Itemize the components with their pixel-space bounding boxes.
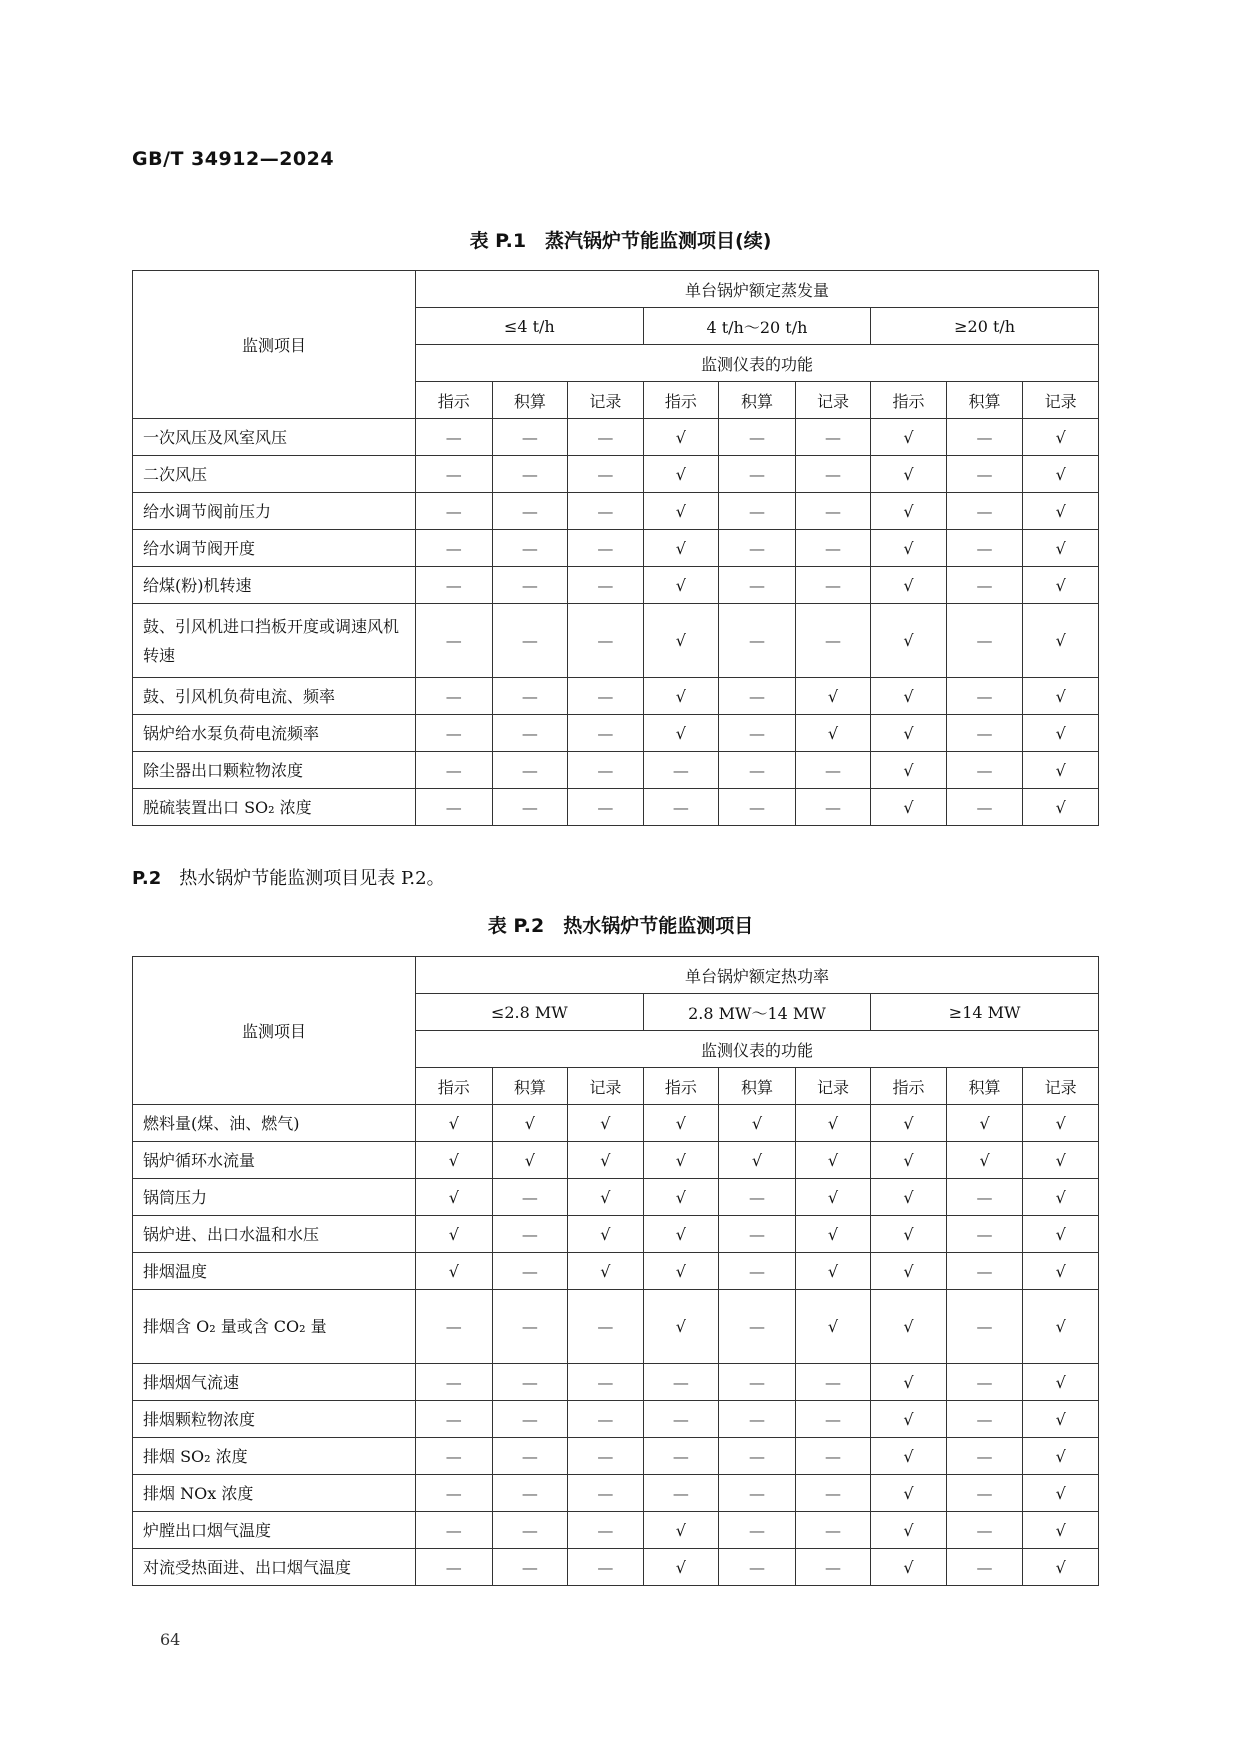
table-row (133, 1512, 1099, 1549)
dash-mark: — (568, 456, 644, 493)
range-header: ≥20 t/h (871, 308, 1099, 345)
check-mark: √ (871, 752, 947, 789)
item-label: 锅筒压力 (133, 1179, 416, 1216)
check-mark: √ (643, 419, 719, 456)
check-mark: √ (568, 1253, 644, 1290)
table-p1 (132, 270, 1099, 826)
table-p2-title: 表 P.2 热水锅炉节能监测项目 (487, 915, 754, 937)
check-mark: √ (643, 456, 719, 493)
dash-mark: — (719, 530, 796, 567)
table-row (133, 1549, 1099, 1586)
check-mark: √ (1023, 456, 1099, 493)
dash-mark: — (719, 752, 796, 789)
dash-mark: — (568, 567, 644, 604)
dash-mark: — (719, 1512, 796, 1549)
sub-header: 积算 (946, 1068, 1023, 1105)
check-mark: √ (568, 1142, 644, 1179)
dash-mark: — (946, 1512, 1023, 1549)
dash-mark: — (719, 1290, 796, 1364)
item-label: 给煤(粉)机转速 (133, 567, 416, 604)
check-mark: √ (1023, 493, 1099, 530)
sub-header: 记录 (795, 1068, 871, 1105)
dash-mark: — (946, 456, 1023, 493)
check-mark: √ (946, 1142, 1023, 1179)
check-mark: √ (1023, 530, 1099, 567)
dash-mark: — (492, 493, 568, 530)
check-mark: √ (1023, 1512, 1099, 1549)
table-row (133, 1475, 1099, 1512)
table-row (133, 456, 1099, 493)
sub-header: 指示 (871, 1068, 947, 1105)
group-header: 单台锅炉额定热功率 (416, 957, 1099, 994)
dash-mark: — (719, 1253, 796, 1290)
dash-mark: — (492, 1364, 568, 1401)
check-mark: √ (871, 1475, 947, 1512)
item-label: 锅炉进、出口水温和水压 (133, 1216, 416, 1253)
table-row (133, 752, 1099, 789)
dash-mark: — (795, 419, 871, 456)
dash-mark: — (416, 1512, 493, 1549)
table-row (133, 419, 1099, 456)
table-row (133, 1401, 1099, 1438)
check-mark: √ (643, 1216, 719, 1253)
check-mark: √ (416, 1253, 493, 1290)
check-mark: √ (871, 493, 947, 530)
check-mark: √ (643, 1105, 719, 1142)
item-label: 鼓、引风机负荷电流、频率 (133, 678, 416, 715)
check-mark: √ (871, 1105, 947, 1142)
dash-mark: — (946, 567, 1023, 604)
table-row (133, 493, 1099, 530)
sub-header: 记录 (795, 382, 871, 419)
item-label: 排烟颗粒物浓度 (133, 1401, 416, 1438)
check-mark: √ (795, 678, 871, 715)
dash-mark: — (416, 1364, 493, 1401)
range-header: ≥14 MW (871, 994, 1099, 1031)
item-label: 排烟 SO₂ 浓度 (133, 1438, 416, 1475)
item-label: 排烟 NOx 浓度 (133, 1475, 416, 1512)
check-mark: √ (795, 1253, 871, 1290)
dash-mark: — (568, 789, 644, 826)
dash-mark: — (416, 1475, 493, 1512)
dash-mark: — (795, 1549, 871, 1586)
dash-mark: — (719, 567, 796, 604)
dash-mark: — (568, 678, 644, 715)
dash-mark: — (946, 1549, 1023, 1586)
check-mark: √ (871, 1401, 947, 1438)
dash-mark: — (719, 1438, 796, 1475)
check-mark: √ (1023, 678, 1099, 715)
dash-mark: — (946, 752, 1023, 789)
sub-header: 记录 (568, 1068, 644, 1105)
table-row (133, 678, 1099, 715)
check-mark: √ (1023, 419, 1099, 456)
check-mark: √ (871, 530, 947, 567)
check-mark: √ (1023, 752, 1099, 789)
dash-mark: — (492, 1253, 568, 1290)
dash-mark: — (492, 1290, 568, 1364)
dash-mark: — (568, 1475, 644, 1512)
dash-mark: — (492, 752, 568, 789)
table-p1-title: 表 P.1 蒸汽锅炉节能监测项目(续) (469, 230, 772, 252)
dash-mark: — (719, 678, 796, 715)
dash-mark: — (719, 1364, 796, 1401)
dash-mark: — (492, 1179, 568, 1216)
dash-mark: — (568, 604, 644, 678)
dash-mark: — (568, 1364, 644, 1401)
dash-mark: — (795, 604, 871, 678)
item-label: 锅炉循环水流量 (133, 1142, 416, 1179)
dash-mark: — (416, 1401, 493, 1438)
dash-mark: — (492, 678, 568, 715)
check-mark: √ (1023, 715, 1099, 752)
item-label: 排烟烟气流速 (133, 1364, 416, 1401)
check-mark: √ (795, 1179, 871, 1216)
dash-mark: — (492, 1216, 568, 1253)
dash-mark: — (492, 604, 568, 678)
dash-mark: — (492, 1512, 568, 1549)
table-row (133, 1253, 1099, 1290)
check-mark: √ (795, 1105, 871, 1142)
dash-mark: — (795, 1364, 871, 1401)
dash-mark: — (568, 752, 644, 789)
check-mark: √ (1023, 1105, 1099, 1142)
dash-mark: — (643, 752, 719, 789)
check-mark: √ (568, 1179, 644, 1216)
dash-mark: — (416, 604, 493, 678)
dash-mark: — (719, 1549, 796, 1586)
item-label: 炉膛出口烟气温度 (133, 1512, 416, 1549)
dash-mark: — (946, 1179, 1023, 1216)
dash-mark: — (568, 1549, 644, 1586)
dash-mark: — (643, 1401, 719, 1438)
check-mark: √ (795, 1216, 871, 1253)
dash-mark: — (492, 419, 568, 456)
check-mark: √ (1023, 1290, 1099, 1364)
check-mark: √ (1023, 1216, 1099, 1253)
dash-mark: — (643, 789, 719, 826)
standard-code: GB/T 34912—2024 (132, 148, 335, 170)
dash-mark: — (416, 678, 493, 715)
dash-mark: — (416, 456, 493, 493)
table-row (133, 604, 1099, 678)
dash-mark: — (719, 1216, 796, 1253)
sub-header: 记录 (568, 382, 644, 419)
sub-header: 指示 (643, 382, 719, 419)
sub-header: 指示 (416, 1068, 493, 1105)
section-text: 热水锅炉节能监测项目见表 P.2。 (179, 868, 445, 889)
check-mark: √ (1023, 1364, 1099, 1401)
check-mark: √ (568, 1216, 644, 1253)
dash-mark: — (568, 1438, 644, 1475)
page-number: 64 (160, 1630, 181, 1649)
dash-mark: — (946, 1216, 1023, 1253)
dash-mark: — (416, 1438, 493, 1475)
check-mark: √ (871, 419, 947, 456)
dash-mark: — (492, 567, 568, 604)
range-header: 4 t/h～20 t/h (643, 308, 871, 345)
table-p2 (132, 956, 1099, 1586)
table-row (133, 567, 1099, 604)
dash-mark: — (795, 1438, 871, 1475)
sub-header: 指示 (871, 382, 947, 419)
dash-mark: — (795, 530, 871, 567)
dash-mark: — (946, 1438, 1023, 1475)
check-mark: √ (643, 530, 719, 567)
check-mark: √ (492, 1142, 568, 1179)
check-mark: √ (795, 1290, 871, 1364)
table-row (133, 789, 1099, 826)
check-mark: √ (871, 789, 947, 826)
range-header: 2.8 MW～14 MW (643, 994, 871, 1031)
check-mark: √ (871, 567, 947, 604)
sub-header: 积算 (946, 382, 1023, 419)
check-mark: √ (492, 1105, 568, 1142)
check-mark: √ (1023, 1549, 1099, 1586)
dash-mark: — (946, 530, 1023, 567)
check-mark: √ (719, 1105, 796, 1142)
table-row (133, 1364, 1099, 1401)
check-mark: √ (643, 1549, 719, 1586)
col-header-item: 监测项目 (133, 271, 416, 419)
dash-mark: — (946, 604, 1023, 678)
check-mark: √ (871, 604, 947, 678)
dash-mark: — (946, 1401, 1023, 1438)
check-mark: √ (1023, 1438, 1099, 1475)
dash-mark: — (795, 1512, 871, 1549)
dash-mark: — (568, 1512, 644, 1549)
check-mark: √ (1023, 1253, 1099, 1290)
check-mark: √ (643, 1142, 719, 1179)
check-mark: √ (643, 715, 719, 752)
check-mark: √ (643, 1253, 719, 1290)
dash-mark: — (492, 1438, 568, 1475)
check-mark: √ (871, 678, 947, 715)
dash-mark: — (416, 1549, 493, 1586)
table-row (133, 1290, 1099, 1364)
function-header: 监测仪表的功能 (416, 345, 1099, 382)
item-label: 除尘器出口颗粒物浓度 (133, 752, 416, 789)
sub-header: 积算 (492, 1068, 568, 1105)
group-header: 单台锅炉额定蒸发量 (416, 271, 1099, 308)
dash-mark: — (719, 1179, 796, 1216)
check-mark: √ (719, 1142, 796, 1179)
item-label: 给水调节阀开度 (133, 530, 416, 567)
check-mark: √ (568, 1105, 644, 1142)
dash-mark: — (719, 789, 796, 826)
item-label: 燃料量(煤、油、燃气) (133, 1105, 416, 1142)
item-label: 二次风压 (133, 456, 416, 493)
dash-mark: — (416, 493, 493, 530)
check-mark: √ (795, 1142, 871, 1179)
item-label: 给水调节阀前压力 (133, 493, 416, 530)
check-mark: √ (643, 1290, 719, 1364)
section-number: P.2 (132, 868, 162, 889)
check-mark: √ (871, 1142, 947, 1179)
check-mark: √ (643, 678, 719, 715)
check-mark: √ (871, 1179, 947, 1216)
dash-mark: — (719, 1475, 796, 1512)
sub-header: 指示 (416, 382, 493, 419)
table-row (133, 1105, 1099, 1142)
dash-mark: — (719, 419, 796, 456)
function-header: 监测仪表的功能 (416, 1031, 1099, 1068)
dash-mark: — (416, 419, 493, 456)
check-mark: √ (871, 1512, 947, 1549)
dash-mark: — (416, 567, 493, 604)
check-mark: √ (1023, 604, 1099, 678)
check-mark: √ (1023, 567, 1099, 604)
dash-mark: — (719, 604, 796, 678)
dash-mark: — (643, 1475, 719, 1512)
check-mark: √ (871, 715, 947, 752)
check-mark: √ (1023, 1475, 1099, 1512)
dash-mark: — (416, 752, 493, 789)
dash-mark: — (946, 1364, 1023, 1401)
dash-mark: — (946, 1253, 1023, 1290)
sub-header: 记录 (1023, 382, 1099, 419)
dash-mark: — (416, 530, 493, 567)
dash-mark: — (946, 419, 1023, 456)
range-header: ≤4 t/h (416, 308, 644, 345)
check-mark: √ (871, 1364, 947, 1401)
dash-mark: — (719, 493, 796, 530)
check-mark: √ (1023, 1401, 1099, 1438)
check-mark: √ (1023, 789, 1099, 826)
check-mark: √ (871, 1216, 947, 1253)
check-mark: √ (871, 1549, 947, 1586)
check-mark: √ (1023, 1142, 1099, 1179)
check-mark: √ (643, 604, 719, 678)
sub-header: 积算 (492, 382, 568, 419)
sub-header: 指示 (643, 1068, 719, 1105)
range-header: ≤2.8 MW (416, 994, 644, 1031)
check-mark: √ (416, 1105, 493, 1142)
check-mark: √ (643, 1179, 719, 1216)
dash-mark: — (795, 789, 871, 826)
check-mark: √ (643, 1512, 719, 1549)
check-mark: √ (871, 1438, 947, 1475)
dash-mark: — (643, 1364, 719, 1401)
table-row (133, 715, 1099, 752)
table-row (133, 530, 1099, 567)
check-mark: √ (946, 1105, 1023, 1142)
check-mark: √ (416, 1179, 493, 1216)
dash-mark: — (492, 1401, 568, 1438)
dash-mark: — (946, 1475, 1023, 1512)
table-row (133, 1216, 1099, 1253)
sub-header: 积算 (719, 382, 796, 419)
dash-mark: — (492, 1549, 568, 1586)
check-mark: √ (1023, 1179, 1099, 1216)
dash-mark: — (416, 789, 493, 826)
dash-mark: — (492, 789, 568, 826)
item-label: 排烟含 O₂ 量或含 CO₂ 量 (133, 1290, 416, 1364)
dash-mark: — (492, 1475, 568, 1512)
dash-mark: — (946, 1290, 1023, 1364)
table-row (133, 1438, 1099, 1475)
dash-mark: — (946, 789, 1023, 826)
dash-mark: — (416, 1290, 493, 1364)
sub-header: 记录 (1023, 1068, 1099, 1105)
item-label: 排烟温度 (133, 1253, 416, 1290)
sub-header: 积算 (719, 1068, 796, 1105)
check-mark: √ (416, 1216, 493, 1253)
dash-mark: — (643, 1438, 719, 1475)
dash-mark: — (568, 530, 644, 567)
item-label: 一次风压及风室风压 (133, 419, 416, 456)
dash-mark: — (795, 493, 871, 530)
dash-mark: — (719, 456, 796, 493)
dash-mark: — (795, 1401, 871, 1438)
dash-mark: — (795, 456, 871, 493)
check-mark: √ (871, 1290, 947, 1364)
dash-mark: — (568, 1401, 644, 1438)
table-row (133, 1179, 1099, 1216)
dash-mark: — (492, 456, 568, 493)
dash-mark: — (568, 715, 644, 752)
check-mark: √ (416, 1142, 493, 1179)
check-mark: √ (643, 567, 719, 604)
dash-mark: — (492, 715, 568, 752)
dash-mark: — (946, 678, 1023, 715)
dash-mark: — (568, 493, 644, 530)
check-mark: √ (871, 1253, 947, 1290)
dash-mark: — (795, 1475, 871, 1512)
check-mark: √ (871, 456, 947, 493)
dash-mark: — (492, 530, 568, 567)
dash-mark: — (946, 715, 1023, 752)
dash-mark: — (568, 419, 644, 456)
item-label: 锅炉给水泵负荷电流频率 (133, 715, 416, 752)
item-label: 对流受热面进、出口烟气温度 (133, 1549, 416, 1586)
section-p2 (132, 864, 445, 890)
dash-mark: — (719, 1401, 796, 1438)
dash-mark: — (946, 493, 1023, 530)
dash-mark: — (795, 752, 871, 789)
item-label: 脱硫装置出口 SO₂ 浓度 (133, 789, 416, 826)
item-label: 鼓、引风机进口挡板开度或调速风机转速 (133, 604, 416, 678)
dash-mark: — (719, 715, 796, 752)
col-header-item: 监测项目 (133, 957, 416, 1105)
table-row (133, 1142, 1099, 1179)
dash-mark: — (416, 715, 493, 752)
dash-mark: — (568, 1290, 644, 1364)
check-mark: √ (643, 493, 719, 530)
dash-mark: — (795, 567, 871, 604)
check-mark: √ (795, 715, 871, 752)
